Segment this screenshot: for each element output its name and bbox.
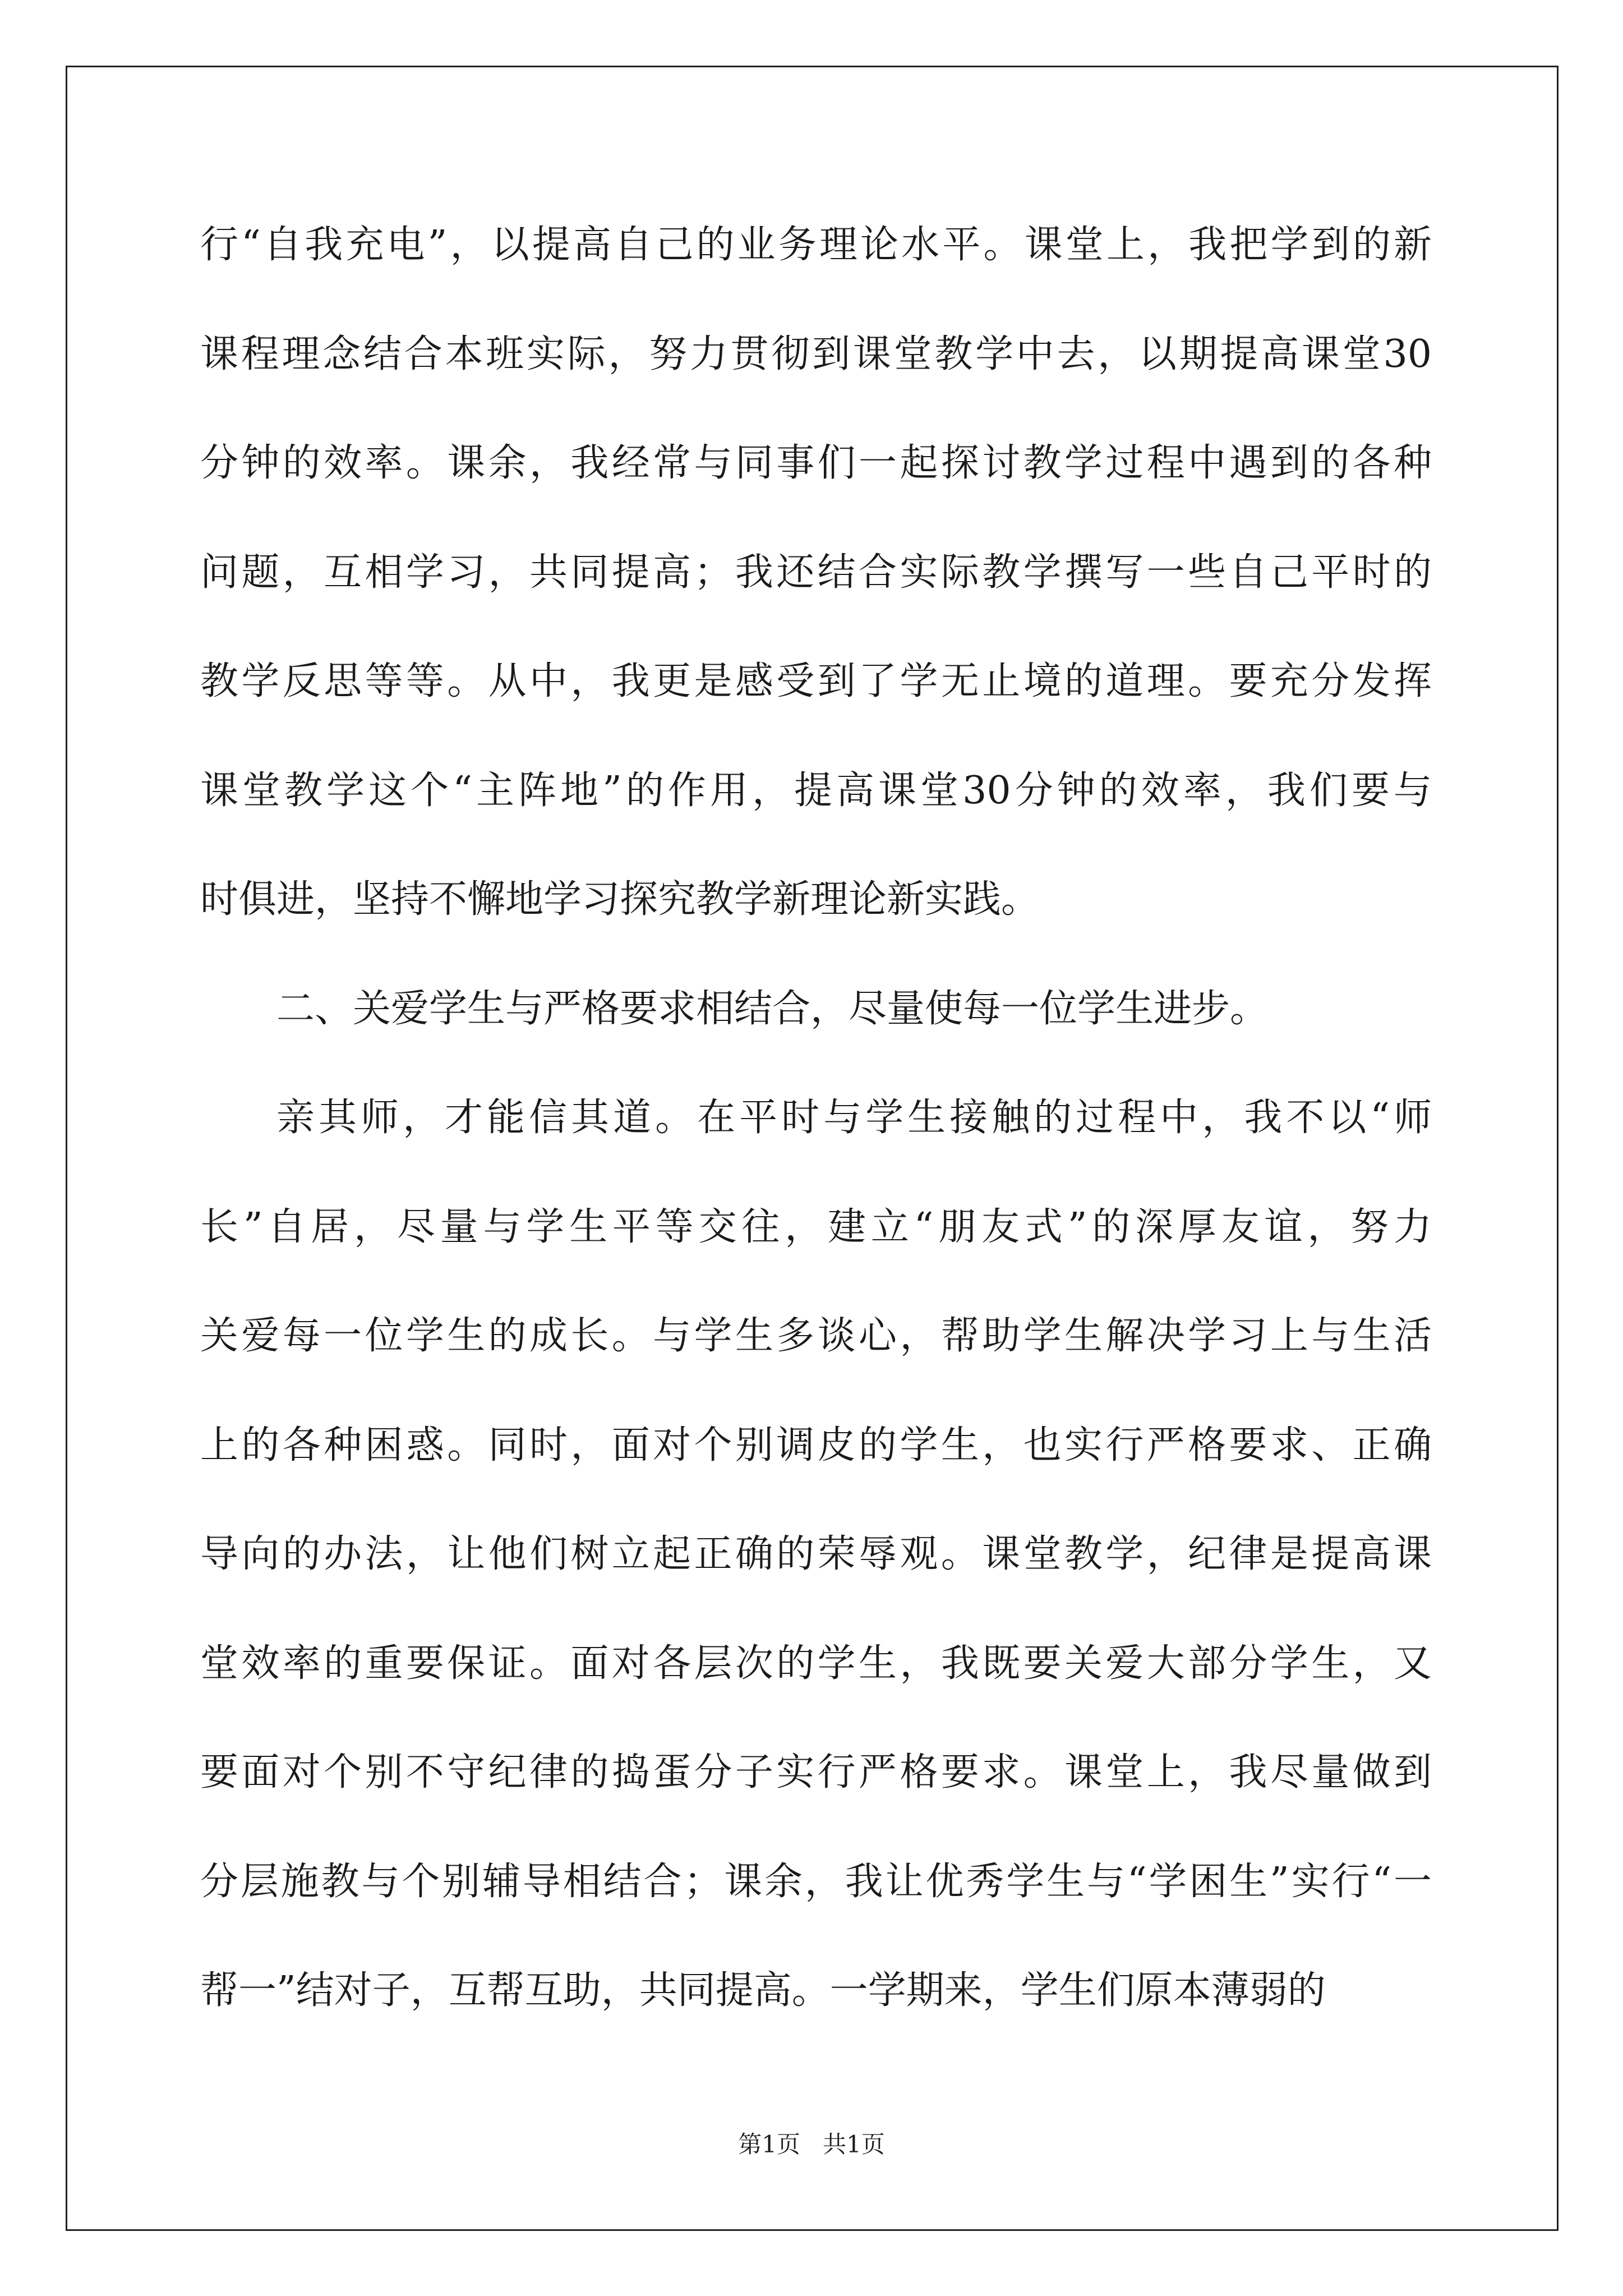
page-total: 共1页	[823, 2131, 885, 2158]
text-line: 时俱进，坚持不懈地学习探究教学新理论新实践。	[200, 877, 1040, 922]
text-line: 课堂教学这个“主阵地”的作用，提高课堂30分钟的效率，我们要与	[200, 768, 1432, 813]
text-line: 行“自我充电”，以提高自己的业务理论水平。课堂上，我把学到的新	[200, 223, 1432, 267]
text-line: 分层施教与个别辅导相结合；课余，我让优秀学生与“学困生”实行“一	[200, 1859, 1432, 1904]
text-line: 亲其师，才能信其道。在平时与学生接触的过程中，我不以“师	[276, 1096, 1432, 1140]
text-line: 上的各种困惑。同时，面对个别调皮的学生，也实行严格要求、正确	[200, 1423, 1432, 1467]
text-line: 要面对个别不守纪律的捣蛋分子实行严格要求。课堂上，我尽量做到	[200, 1750, 1432, 1795]
text-line: 导向的办法，让他们树立起正确的荣辱观。课堂教学，纪律是提高课	[200, 1532, 1432, 1576]
text-line: 堂效率的重要保证。面对各层次的学生，我既要关爱大部分学生，又	[200, 1641, 1432, 1686]
text-line: 关爱每一位学生的成长。与学生多谈心，帮助学生解决学习上与生活	[200, 1314, 1432, 1358]
text-line: 问题，互相学习，共同提高；我还结合实际教学撰写一些自己平时的	[200, 550, 1432, 595]
page-footer	[0, 2126, 1623, 2160]
text-line: 教学反思等等。从中，我更是感受到了学无止境的道理。要充分发挥	[200, 659, 1432, 703]
text-line: 分钟的效率。课余，我经常与同事们一起探讨教学过程中遇到的各种	[200, 441, 1432, 485]
text-line: 帮一”结对子，互帮互助，共同提高。一学期来，学生们原本薄弱的	[200, 1968, 1326, 2013]
document-body	[200, 191, 1432, 2046]
text-line: 课程理念结合本班实际，努力贯彻到课堂教学中去，以期提高课堂30	[200, 332, 1432, 376]
text-line: 二、关爱学生与严格要求相结合，尽量使每一位学生进步。	[276, 986, 1269, 1031]
text-line: 长”自居，尽量与学生平等交往，建立“朋友式”的深厚友谊，努力	[200, 1204, 1432, 1249]
page-number: 第1页	[738, 2131, 800, 2158]
